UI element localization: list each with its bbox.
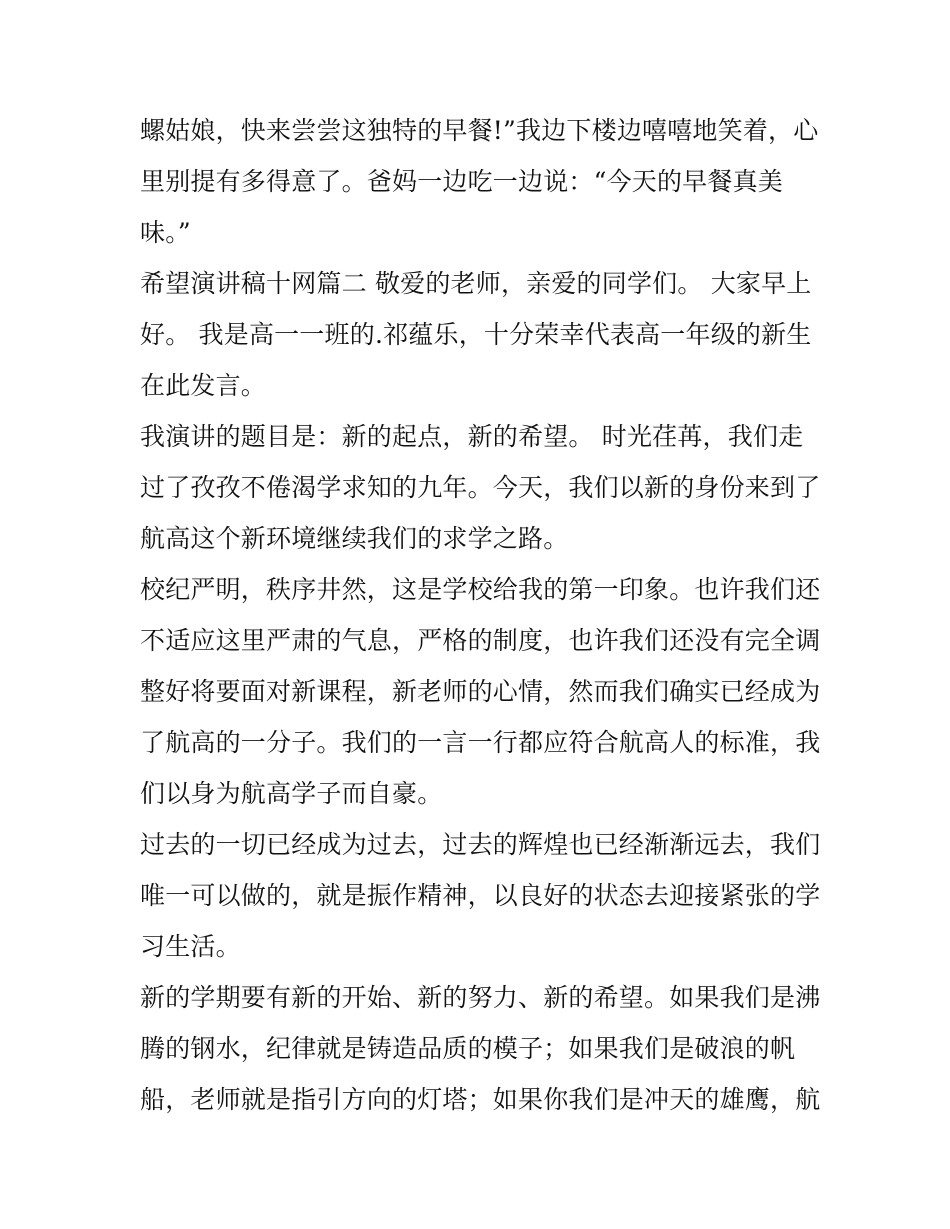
text-line: 过去的一切已经成为过去，过去的辉煌也已经渐渐远去，我们 — [140, 830, 821, 859]
text-line: 里别提有多得意了。爸妈一边吃一边说：“今天的早餐真美 — [140, 167, 783, 196]
text-line: 螺姑娘，快来尝尝这独特的早餐!”我边下楼边嘻嘻地笑着，心 — [140, 116, 819, 145]
text-line: 味。” — [140, 218, 191, 247]
text-line: 唯一可以做的，就是振作精神，以良好的状态去迎接紧张的学 — [140, 881, 821, 910]
text-line: 我演讲的题目是：新的起点，新的希望。 时光荏苒，我们走 — [140, 422, 804, 451]
text-line: 希望演讲稿十网篇二 敬爱的老师，亲爱的同学们。 大家早上 — [140, 269, 812, 298]
text-line: 在此发言。 — [140, 371, 267, 400]
text-line: 航高这个新环境继续我们的求学之路。 — [140, 524, 569, 553]
text-line: 船，老师就是指引方向的灯塔；如果你我们是冲天的雄鹰，航 — [140, 1085, 821, 1114]
document-body — [140, 105, 830, 1125]
text-line: 了航高的一分子。我们的一言一行都应符合航高人的标准，我 — [140, 728, 821, 757]
text-line: 不适应这里严肃的气息，严格的制度，也许我们还没有完全调 — [140, 626, 821, 655]
text-line: 习生活。 — [140, 932, 241, 961]
text-line: 们以身为航高学子而自豪。 — [140, 779, 443, 808]
text-line: 好。 我是高一一班的.祁蕴乐，十分荣幸代表高一年级的新生 — [140, 320, 812, 349]
text-line: 过了孜孜不倦渴学求知的九年。今天，我们以新的身份来到了 — [140, 473, 821, 502]
text-line: 新的学期要有新的开始、新的努力、新的希望。如果我们是沸 — [140, 983, 821, 1012]
text-line: 腾的钢水，纪律就是铸造品质的模子；如果我们是破浪的帆 — [140, 1034, 796, 1063]
text-line: 整好将要面对新课程，新老师的心情，然而我们确实已经成为 — [140, 677, 821, 706]
text-line: 校纪严明，秩序井然，这是学校给我的第一印象。也许我们还 — [140, 575, 821, 604]
